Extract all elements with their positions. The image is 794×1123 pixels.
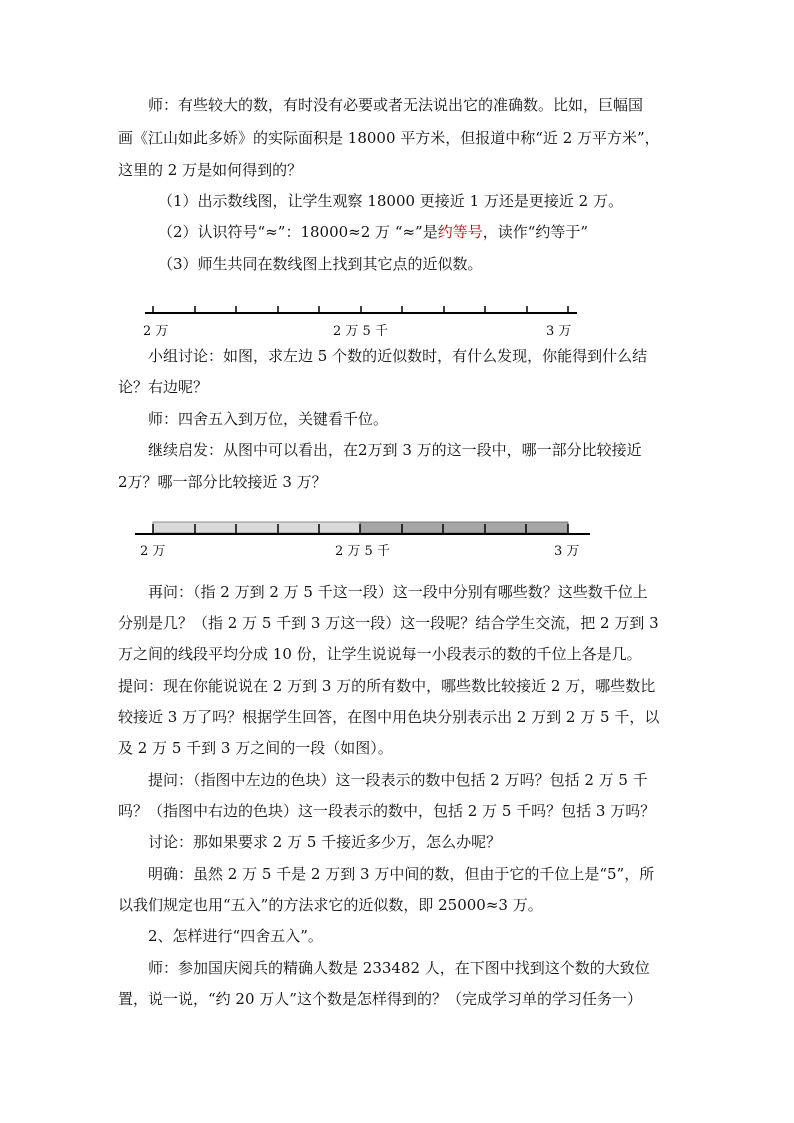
paragraph-line: 以我们规定也用“五入”的方法求它的近似数，即 25000≈3 万。 <box>118 896 543 914</box>
paragraph-line: 吗？（指图中右边的色块）这一段表示的数中，包括 2 万 5 千吗？包括 3 万吗？ <box>118 802 656 820</box>
paragraph-line: 提问：现在你能说说在 2 万到 3 万的所有数中，哪些数比较接近 2 万，哪些数比 <box>118 677 656 695</box>
paragraph-line: 2万？哪一部分比较接近 3 万？ <box>118 473 327 491</box>
step-3: （3）师生共同在数线图上找到其它点的近似数。 <box>158 255 483 273</box>
paragraph-line: 小组讨论：如图，求左边 5 个数的近似数时，有什么发现，你能得到什么结 <box>148 347 648 365</box>
paragraph-line: 明确：虽然 2 万 5 千是 2 万到 3 万中间的数，但由于它的千位上是“5”，所 <box>148 865 655 883</box>
paragraph-line: 师：有些较大的数，有时没有必要或者无法说出它的准确数。比如，巨幅国 <box>148 96 644 114</box>
tick-label-2wan: 2 万 <box>143 324 169 339</box>
paragraph-line: 分别是几？（指 2 万 5 千到 3 万这一段）这一段呢？结合学生交流，把 2 万到 3 <box>118 614 659 632</box>
tick-label-2wan: 2 万 <box>140 544 166 559</box>
paragraph-line: 画《江山如此多娇》的实际面积是 18000 平方米，但报道中称“近 2 万平方米”， <box>118 129 660 147</box>
paragraph-line: 置，说一说，“约 20 万人”这个数是怎样得到的？（完成学习单的学习任务一） <box>118 990 642 1008</box>
paragraph-line: 师：四舍五入到万位，关键看千位。 <box>148 410 389 428</box>
tick-label-3wan: 3 万 <box>554 544 580 559</box>
section-heading: 2、怎样进行“四舍五入”。 <box>148 927 323 945</box>
approx-sign-term: 约等号 <box>437 223 483 241</box>
tick-label-2wan5qian: 2 万 5 千 <box>333 324 388 339</box>
step-2-text: （2）认识符号“≈”：18000≈2 万 “≈”是 <box>158 223 438 241</box>
tick-label-2wan5qian: 2 万 5 千 <box>335 544 390 559</box>
left-color-block <box>153 522 360 533</box>
step-2-tail: ，读作“约等于” <box>482 223 589 241</box>
step-2 <box>158 222 588 242</box>
paragraph-line: 万之间的线段平均分成 10 份，让学生说说每一小段表示的数的千位上各是几。 <box>118 645 642 663</box>
paragraph-line: 及 2 万 5 千到 3 万之间的一段（如图）。 <box>118 739 393 757</box>
step-1: （1）出示数线图，让学生观察 18000 更接近 1 万还是更接近 2 万。 <box>158 192 623 210</box>
paragraph-line: 提问：（指图中左边的色块）这一段表示的数中包括 2 万吗？包括 2 万 5 千 <box>148 771 648 789</box>
paragraph-line: 较接近 3 万了吗？根据学生回答，在图中用色块分别表示出 2 万到 2 万 5 千，以 <box>118 708 660 726</box>
paragraph-line: 师：参加国庆阅兵的精确人数是 233482 人，在下图中找到这个数的大致位 <box>148 959 650 977</box>
paragraph-line: 论？右边呢？ <box>118 378 209 396</box>
paragraph-line: 继续启发：从图中可以看出，在2万到 3 万的这一段中，哪一部分比较接近 <box>148 441 642 459</box>
paragraph-line: 这里的 2 万是如何得到的？ <box>118 161 303 179</box>
tick-label-3wan: 3 万 <box>546 324 572 339</box>
right-color-block <box>360 522 568 533</box>
paragraph-line: 再问：（指 2 万到 2 万 5 千这一段）这一段中分别有哪些数？这些数千位上 <box>148 583 648 601</box>
paragraph-line: 讨论：那如果要求 2 万 5 千接近多少万，怎么办呢？ <box>148 833 502 851</box>
